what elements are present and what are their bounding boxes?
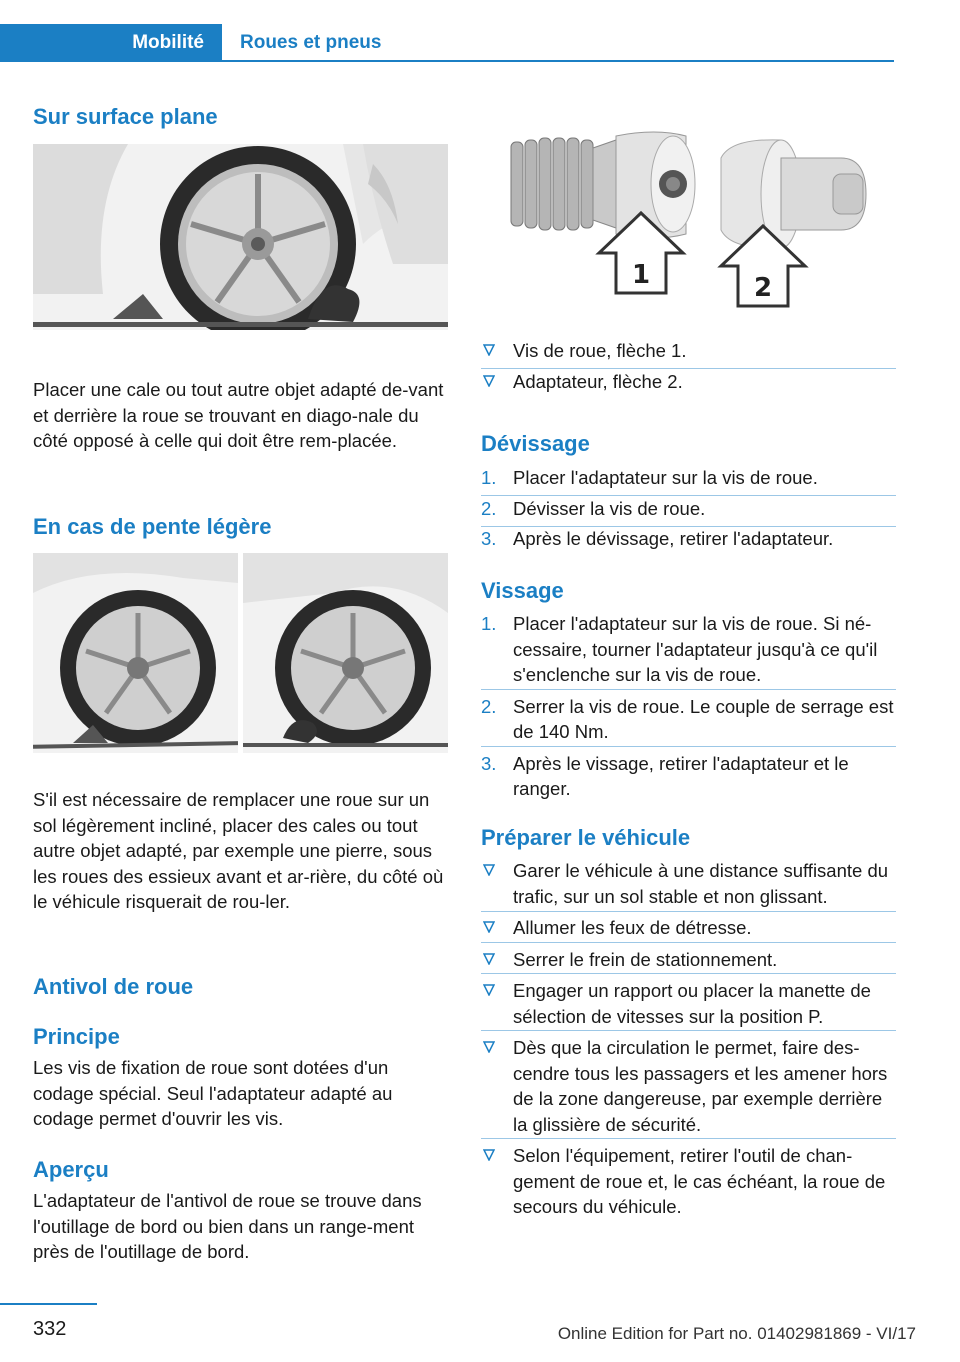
unscrewing-steps <box>481 465 896 552</box>
step-item: 1. Placer l'adaptateur sur la vis de roue. Si né-cessaire, tourner l'adaptateur jusqu'à ce qu'il s'enclenche sur la vis de roue. <box>481 613 878 685</box>
heading-screwing: Vissage <box>481 578 564 603</box>
heading-slight-slope: En cas de pente légère <box>33 514 272 539</box>
slope-chocks-figure <box>33 553 448 753</box>
triangle-bullet-icon <box>483 953 495 965</box>
list-separator <box>481 911 896 912</box>
list-separator <box>481 526 896 527</box>
triangle-bullet-icon <box>483 344 495 356</box>
step-item: 1. Placer l'adaptateur sur la vis de roue. <box>481 467 818 488</box>
prepare-item: Garer le véhicule à une distance suffisante du trafic, sur un sol stable et non glissant. <box>481 858 896 915</box>
section-title: Roues et pneus <box>240 32 382 53</box>
figure-legend-list <box>481 338 896 394</box>
wheel-chock-figure <box>33 144 448 330</box>
heading-principle: Principe <box>33 1024 120 1049</box>
paragraph-slight-slope: S'il est nécessaire de remplacer une roue sur un sol légèrement incliné, placer des cales ou tout autre objet adapté, par exemple une pierre, sous les roues des essieux avant et ar-rière, du côté où le véhicule risquerait de rou-ler. <box>33 789 444 912</box>
step-item: 2. Serrer la vis de roue. Le couple de serrage est de 140 Nm. <box>481 695 894 742</box>
list-separator <box>481 368 896 369</box>
edition-note: Online Edition for Part no. 01402981869 - VI/17 <box>557 1324 916 1343</box>
paragraph-flat-surface: Placer une cale ou tout autre objet adapté de-vant et derrière la roue se trouvant en diago-nale du côté opposé à celle qui doit être rem-placée. <box>33 379 444 451</box>
screwing-steps <box>481 611 896 802</box>
paragraph-overview: L'adaptateur de l'antivol de roue se trouve dans l'outillage de bord ou bien dans un range-ment près de l'outillage de bord. <box>33 1190 422 1262</box>
heading-unscrewing: Dévissage <box>481 431 590 456</box>
step-item: 3. Après le dévissage, retirer l'adaptateur. <box>481 528 834 549</box>
heading-prepare-vehicle: Préparer le véhicule <box>481 825 691 850</box>
prepare-vehicle-list <box>481 858 896 1220</box>
arrow-label-2: 2 <box>753 273 773 303</box>
heading-wheel-lock: Antivol de roue <box>33 974 194 999</box>
heading-overview: Aperçu <box>33 1157 109 1182</box>
step-item: 2. Dévisser la vis de roue. <box>481 497 706 519</box>
header-rule <box>222 60 894 62</box>
triangle-bullet-icon <box>483 984 495 996</box>
triangle-bullet-icon <box>483 1041 495 1053</box>
list-separator <box>481 1138 896 1139</box>
list-separator <box>481 746 896 747</box>
triangle-bullet-icon <box>483 921 495 933</box>
list-separator <box>481 689 896 690</box>
list-separator <box>481 1030 896 1031</box>
list-separator <box>481 973 896 974</box>
prepare-item: Selon l'équipement, retirer l'outil de chan-gement de roue et, le cas échéant, la roue de secours du véhicule. <box>481 1143 896 1220</box>
page-number: 332 <box>33 1318 67 1340</box>
triangle-bullet-icon <box>483 864 495 876</box>
footer-rule <box>0 1303 97 1305</box>
prepare-item: Serrer le frein de stationnement. <box>481 947 896 979</box>
list-separator <box>481 942 896 943</box>
triangle-bullet-icon <box>483 1149 495 1161</box>
prepare-item: Allumer les feux de détresse. <box>481 915 896 947</box>
wheel-bolt-adapter-figure <box>481 118 896 312</box>
legend-item: Adaptateur, flèche 2. <box>481 369 896 395</box>
triangle-bullet-icon <box>483 375 495 387</box>
legend-item: Vis de roue, flèche 1. <box>481 338 896 369</box>
prepare-item: Dès que la circulation le permet, faire des-cendre tous les passagers et les amener hors de la zone dangereuse, par exemple derrière la glissière de sécurité. <box>481 1035 896 1143</box>
heading-flat-surface: Sur surface plane <box>33 104 218 129</box>
chapter-tab: Mobilité <box>0 24 222 62</box>
list-separator <box>481 495 896 496</box>
paragraph-principle: Les vis de fixation de roue sont dotées d'un codage spécial. Seul l'adaptateur adapté au codage permet d'ouvrir les vis. <box>33 1057 393 1129</box>
step-item: 3. Après le vissage, retirer l'adaptateur et le ranger. <box>481 752 849 799</box>
prepare-item: Engager un rapport ou placer la manette de sélection de vitesses sur la position P. <box>481 978 896 1035</box>
arrow-label-1: 1 <box>631 260 651 290</box>
